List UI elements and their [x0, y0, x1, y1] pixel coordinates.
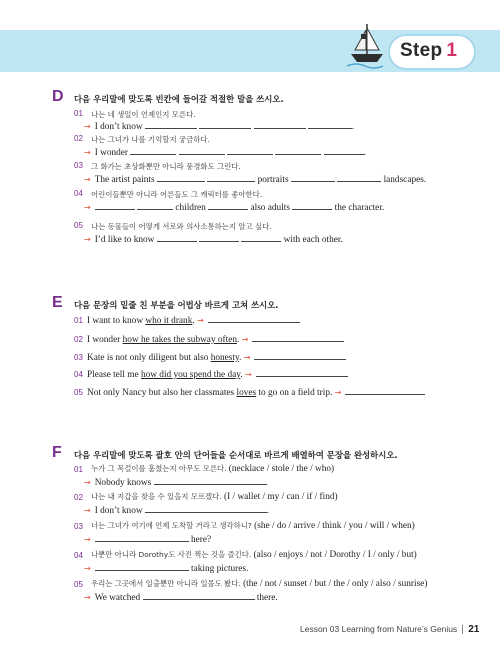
answer-blank[interactable] [254, 120, 306, 129]
sentence-end: . [363, 148, 366, 158]
prompt-line [91, 549, 417, 560]
answer-blank[interactable] [227, 146, 273, 155]
korean-prompt: 나는 동물들이 어떻게 서로와 의사소통하는지 알고 싶다. [91, 222, 272, 231]
answer-blank[interactable] [207, 173, 255, 182]
item-number: 04 [74, 370, 83, 379]
step-label [400, 40, 457, 62]
section-title-e: 다음 문장의 밑줄 친 부분을 어법상 바르게 고쳐 쓰시오. [74, 300, 279, 310]
sentence-text: . [239, 353, 242, 363]
right-arrow-icon: → [84, 535, 91, 544]
answer-text: Nobody knows [94, 478, 152, 488]
answer-blank[interactable] [208, 314, 300, 323]
step-number: 1 [446, 40, 458, 61]
sentence-text: Not only Nancy but also her classmates [87, 388, 237, 398]
word-bank: (I / wallet / my / can / if / find) [224, 492, 338, 502]
answer-blank[interactable] [157, 173, 205, 182]
answer-blank[interactable] [256, 368, 348, 377]
korean-prompt: 너는 그녀가 여기에 언제 도착할 거라고 생각하니? [91, 521, 252, 530]
underlined-phrase: loves [236, 388, 257, 398]
page-number: 21 [468, 624, 480, 635]
item-number: 03 [74, 353, 83, 362]
sentence-end: . [265, 478, 268, 488]
answer-blank[interactable] [130, 146, 176, 155]
right-arrow-icon: → [84, 148, 91, 157]
step-word: Step [400, 40, 443, 61]
right-arrow-icon: → [334, 388, 342, 397]
answer-line [84, 233, 343, 245]
right-arrow-icon: → [84, 593, 91, 602]
korean-prompt: 우리는 그곳에서 일출뿐만 아니라 일몰도 봤다. [91, 579, 241, 588]
lesson-title: Lesson 03 Learning from Nature’s Genius [300, 624, 458, 634]
answer-line [84, 201, 384, 213]
answer-text: also adults [250, 203, 290, 213]
answer-blank[interactable] [275, 146, 321, 155]
item-number: 02 [74, 134, 83, 143]
prompt-line [91, 463, 334, 474]
underlined-phrase: how he takes the subway often [122, 335, 238, 345]
right-arrow-icon: → [197, 316, 204, 325]
answer-text: there. [256, 593, 278, 603]
answer-blank[interactable] [137, 201, 173, 210]
right-arrow-icon: → [84, 564, 91, 573]
answer-text: the character. [334, 203, 385, 213]
answer-text: I’d like to know [94, 235, 155, 245]
right-arrow-icon: → [84, 478, 91, 487]
sentence-line [87, 314, 300, 326]
answer-blank[interactable] [179, 146, 225, 155]
sentence-end: . [266, 506, 270, 516]
item-number: 04 [74, 551, 83, 560]
answer-line [84, 146, 366, 158]
right-arrow-icon: → [241, 335, 249, 344]
answer-blank[interactable] [199, 233, 239, 242]
prompt-line [91, 578, 427, 589]
answer-text: with each other. [283, 235, 343, 245]
underlined-phrase: how did you spend the day [140, 370, 241, 380]
item-number: 05 [74, 388, 83, 397]
word-bank: (the / not / sunset / but / the / only / also / sunrise) [243, 579, 428, 589]
sentence-text: I want to know [87, 316, 146, 326]
item-number: 05 [74, 580, 83, 589]
answer-blank[interactable] [157, 233, 197, 242]
word-bank: (she / do / arrive / think / you / will / when) [254, 521, 415, 531]
korean-prompt: 누가 그 목걸이를 훔쳤는지 아무도 모른다. [91, 464, 227, 473]
footer-divider [462, 625, 463, 634]
prompt-line [91, 520, 415, 531]
answer-line [84, 533, 211, 545]
answer-text: I don’t know [94, 122, 143, 132]
answer-blank[interactable] [324, 146, 364, 155]
sentence-line [87, 368, 348, 380]
item-number: 01 [74, 109, 83, 118]
answer-text: children [175, 203, 206, 213]
sentence-text: . [240, 370, 243, 380]
answer-text: here? [191, 535, 212, 545]
sentence-text: . [237, 335, 240, 345]
right-arrow-icon: → [84, 235, 91, 244]
right-arrow-icon: → [84, 122, 91, 131]
sentence-text: . [192, 316, 195, 326]
answer-line [84, 591, 278, 603]
answer-blank[interactable] [345, 386, 425, 395]
answer-line [84, 120, 354, 132]
answer-line [84, 173, 426, 185]
item-number: 05 [74, 221, 83, 230]
answer-text: taking pictures. [191, 564, 249, 574]
sailboat-icon [345, 20, 389, 70]
answer-blank[interactable] [241, 233, 281, 242]
answer-blank[interactable] [254, 351, 346, 360]
section-title-f: 다음 우리말에 맞도록 괄호 안의 단어들을 순서대로 바르게 배열하여 문장을 완성하시오. [74, 450, 398, 460]
right-arrow-icon: → [84, 203, 91, 212]
korean-prompt: 나뿐만 아니라 Dorothy도 사진 찍는 것을 즐긴다. [91, 550, 252, 559]
item-number: 03 [74, 522, 83, 531]
answer-line [84, 562, 248, 574]
korean-prompt: 나는 그녀가 나를 기억할지 궁금하다. [91, 135, 210, 144]
right-arrow-icon: → [84, 175, 91, 184]
sentence-line [87, 386, 425, 398]
item-number: 04 [74, 189, 83, 198]
answer-blank[interactable] [95, 562, 189, 571]
sentence-text: Please tell me [87, 370, 141, 380]
right-arrow-icon: → [243, 353, 251, 362]
answer-text: I don’t know [94, 506, 143, 516]
prompt-line [91, 491, 338, 502]
sentence-text: I wonder [87, 335, 123, 345]
answer-text: I wonder [94, 148, 129, 158]
sentence-line [87, 351, 346, 363]
word-bank: (also / enjoys / not / Dorothy / I / only / but) [253, 550, 417, 560]
korean-prompt: 어린이들뿐만 아니라 어른들도 그 캐릭터를 좋아한다. [91, 190, 263, 199]
answer-text: The artist paints [94, 175, 155, 185]
answer-blank[interactable] [199, 120, 251, 129]
right-arrow-icon: → [244, 370, 252, 379]
item-number: 01 [74, 465, 83, 474]
answer-blank[interactable] [291, 173, 335, 182]
section-letter-e: E [52, 294, 63, 311]
sentence-text: Kate is not only diligent but also [87, 353, 211, 363]
answer-text: landscapes. [383, 175, 427, 185]
word-bank: (necklace / stole / the / who) [228, 464, 335, 474]
item-number: 02 [74, 493, 83, 502]
item-number: 03 [74, 161, 83, 170]
answer-line [84, 476, 268, 488]
answer-text: portraits [257, 175, 289, 185]
underlined-phrase: honesty [210, 353, 240, 363]
item-number: 02 [74, 335, 83, 344]
korean-prompt: 나는 네 생일이 언제인지 모른다. [91, 110, 196, 119]
answer-text: We watched [94, 593, 141, 603]
section-letter-d: D [52, 88, 64, 105]
underlined-phrase: who it drank [145, 316, 193, 326]
right-arrow-icon: → [84, 506, 91, 515]
item-number: 01 [74, 316, 83, 325]
answer-blank[interactable] [154, 476, 266, 485]
korean-prompt: 그 화가는 초상화뿐만 아니라 풍경화도 그린다. [91, 162, 241, 171]
answer-blank[interactable] [95, 533, 189, 542]
sentence-text: to go on a field trip. [256, 388, 333, 398]
answer-blank[interactable] [337, 173, 381, 182]
section-letter-f: F [52, 444, 62, 461]
section-title-d: 다음 우리말에 맞도록 빈칸에 들어갈 적절한 말을 쓰시오. [74, 94, 284, 104]
sentence-line [87, 333, 344, 345]
answer-blank[interactable] [95, 201, 135, 210]
sentence-end: . [351, 122, 355, 132]
answer-blank[interactable] [308, 120, 352, 129]
answer-line [84, 504, 269, 516]
answer-blank[interactable] [145, 120, 197, 129]
answer-blank[interactable] [252, 333, 344, 342]
korean-prompt: 나는 내 지갑을 찾을 수 있을지 모르겠다. [91, 492, 222, 501]
answer-blank[interactable] [208, 201, 248, 210]
answer-blank[interactable] [143, 591, 255, 600]
page-footer [300, 624, 479, 635]
answer-blank[interactable] [145, 504, 267, 513]
answer-blank[interactable] [292, 201, 332, 210]
